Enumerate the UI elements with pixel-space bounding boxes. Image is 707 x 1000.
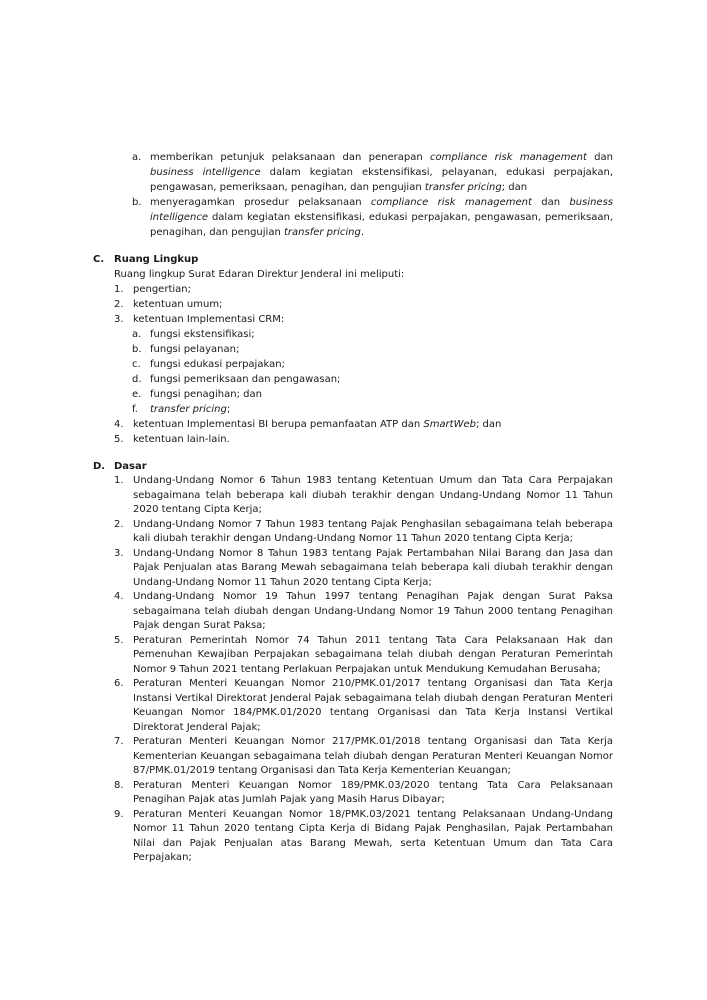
legal-item-1 [114,474,613,518]
section-title: Ruang Lingkup [114,254,199,265]
ordered-item-4 [114,417,613,432]
item-text: transfer pricing; [150,404,231,415]
item-text: Undang-Undang Nomor 19 Tahun 1997 tentang Penagihan Pajak dengan Surat Paksa sebagaimana telah diubah dengan Undang-Undang Nomor 19 Tahun 2000 tentang Penagihan Pajak dengan Surat Paksa; [133,591,613,631]
item-text: ketentuan Implementasi CRM: [133,314,285,325]
legal-basis-list [93,474,613,866]
list-item-a [132,150,613,195]
list-item-b [132,195,613,240]
item-marker: a. [132,152,142,163]
legal-item-4 [114,590,613,634]
item-marker: 6. [114,678,124,689]
legal-item-2 [114,518,613,547]
item-marker: 1. [114,284,124,295]
item-marker: 2. [114,299,124,310]
item-text: fungsi ekstensifikasi; [150,329,255,340]
item-text: ketentuan Implementasi BI berupa pemanfaatan ATP dan SmartWeb; dan [133,419,502,430]
item-marker: d. [132,374,142,385]
legal-item-7 [114,735,613,779]
item-text: fungsi penagihan; dan [150,389,262,400]
item-text: fungsi pemeriksaan dan pengawasan; [150,374,341,385]
section-heading-d [93,459,613,474]
item-text: memberikan petunjuk pelaksanaan dan penerapan compliance risk management dan business intelligence dalam kegiatan ekstensifikasi, pelayanan, edukasi perpajakan, pengawasan, pemeriksaan, penagihan, dan pengujian transfer pricing; dan [150,152,613,193]
item-marker: 3. [114,547,124,559]
legal-item-8 [114,779,613,808]
legal-item-9 [114,808,613,866]
item-marker: 1. [114,475,124,486]
item-marker: 9. [114,808,124,820]
item-marker: 4. [114,591,124,602]
item-marker: 7. [114,736,124,747]
section-intro: Ruang lingkup Surat Edaran Direktur Jenderal ini meliputi: [114,269,405,280]
item-marker: b. [132,197,142,208]
sub-item-c [132,357,613,372]
ordered-item-3 [114,312,613,327]
legal-item-5 [114,634,613,678]
item-marker: 4. [114,419,124,430]
item-marker: e. [132,389,142,400]
section-letter: C. [93,254,105,265]
item-text: ketentuan lain-lain. [133,434,230,445]
item-marker: 8. [114,779,124,791]
item-text: fungsi edukasi perpajakan; [150,359,285,370]
sub-item-a [132,327,613,342]
sub-item-f [132,402,613,417]
item-marker: f. [132,404,138,415]
item-text: Undang-Undang Nomor 7 Tahun 1983 tentang Pajak Penghasilan sebagaimana telah beberapa kali diubah terakhir dengan Undang-Undang Nomor 11 Tahun 2020 tentang Cipta Kerja; [133,518,613,544]
item-marker: 5. [114,434,124,445]
document-content [93,150,613,866]
ordered-item-2 [114,297,613,312]
ordered-item-5 [114,432,613,447]
item-marker: a. [132,329,142,340]
item-text: Peraturan Menteri Keuangan Nomor 210/PMK.01/2017 tentang Organisasi dan Tata Kerja Instansi Vertikal Direktorat Jenderal Pajak sebagaimana telah diubah dengan Peraturan Menteri Keuangan Nomor 184/PMK.01/2020 tentang Organisasi dan Tata Kerja Instansi Vertikal Direktorat Jenderal Pajak; [133,678,613,733]
item-text: Peraturan Pemerintah Nomor 74 Tahun 2011 tentang Tata Cara Pelaksanaan Hak dan Pemenuhan Kewajiban Perpajakan sebagaimana telah diubah dengan Peraturan Pemerintah Nomor 9 Tahun 2021 tentang Perlakuan Perpajakan untuk Mendukung Kemudahan Berusaha; [133,634,613,675]
item-marker: 5. [114,634,124,646]
sub-item-e [132,387,613,402]
item-text: Undang-Undang Nomor 8 Tahun 1983 tentang Pajak Pertambahan Nilai Barang dan Jasa dan Pajak Penjualan atas Barang Mewah sebagaimana telah beberapa kali diubah terakhir dengan Undang-Undang Nomor 11 Tahun 2020 tentang Cipta Kerja; [133,547,613,588]
ordered-item-1 [114,282,613,297]
sub-item-b [132,342,613,357]
item-text: fungsi pelayanan; [150,344,240,355]
item-text: Undang-Undang Nomor 6 Tahun 1983 tentang Ketentuan Umum dan Tata Cara Perpajakan sebagaimana telah beberapa kali diubah terakhir dengan Undang-Undang Nomor 11 Tahun 2020 tentang Cipta Kerja; [133,475,613,515]
item-marker: c. [132,359,141,370]
item-text: ketentuan umum; [133,299,223,310]
item-text: Peraturan Menteri Keuangan Nomor 189/PMK.03/2020 tentang Tata Cara Pelaksanaan Penagihan Pajak atas Jumlah Pajak yang Masih Harus Dibayar; [133,779,613,805]
item-text: menyeragamkan prosedur pelaksanaan compliance risk management dan business intelligence dalam kegiatan ekstensifikasi, edukasi perpajakan, pengawasan, pemeriksaan, penagihan, dan pengujian transfer pricing. [150,197,614,238]
section-letter: D. [93,461,106,472]
item-marker: b. [132,344,142,355]
sub-item-d [132,372,613,387]
legal-item-6 [114,677,613,735]
section-title: Dasar [114,461,147,472]
item-marker: 3. [114,314,124,325]
item-text: Peraturan Menteri Keuangan Nomor 18/PMK.03/2021 tentang Pelaksanaan Undang-Undang Nomor 11 Tahun 2020 tentang Cipta Kerja di Bidang Pajak Penghasilan, Pajak Pertambahan Nilai dan Pajak Penjualan atas Barang Mewah, serta Ketentuan Umum dan Tata Cara Perpajakan; [133,808,613,863]
legal-item-3 [114,547,613,591]
item-text: Peraturan Menteri Keuangan Nomor 217/PMK.01/2018 tentang Organisasi dan Tata Kerja Kementerian Keuangan sebagaimana telah diubah dengan Peraturan Menteri Keuangan Nomor 87/PMK.01/2019 tentang Organisasi dan Tata Kerja Kementerian Keuangan; [133,736,613,776]
section-heading-c [93,252,613,267]
item-marker: 2. [114,518,124,530]
item-text: pengertian; [133,284,191,295]
